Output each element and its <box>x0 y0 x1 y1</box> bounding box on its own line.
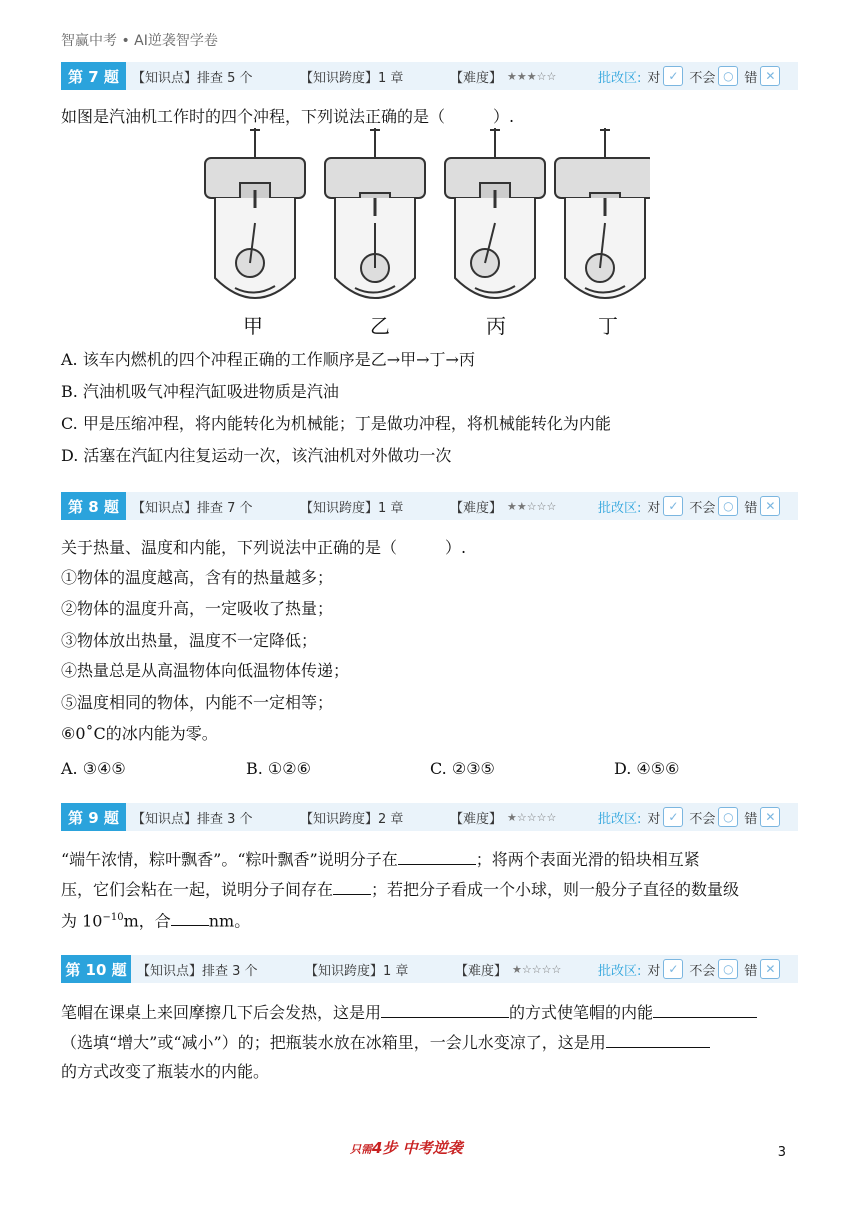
grade-unsure-label: 不会 <box>689 500 716 516</box>
difficulty-label: 【难度】 <box>450 70 503 86</box>
grade-unsure-label: 不会 <box>689 963 716 979</box>
option-c: C. 甲是压缩冲程，将内能转化为机械能；丁是做功冲程，将机械能转化为内能 <box>61 414 611 433</box>
grade-right-label: 对 <box>647 500 661 516</box>
knowledge-span: 【知识跨度】1 章 <box>300 70 404 86</box>
q9-text-2b: ；若把分子看成一个小球，则一般分子直径的数量级 <box>371 880 740 899</box>
q9-line-3 <box>61 907 250 932</box>
grade-wrong-box[interactable]: ✕ <box>760 496 780 516</box>
grade-right-box[interactable]: ✓ <box>663 807 683 827</box>
q9-text-3b: m，合 <box>123 911 171 931</box>
question-bar-9 <box>61 803 798 831</box>
q9-text-1b: ；将两个表面光滑的铅块相互紧 <box>475 850 700 869</box>
footer-logo-small: 只需 <box>350 1143 372 1156</box>
grade-unsure-label: 不会 <box>689 811 716 827</box>
difficulty-stars: ★★☆☆☆ <box>507 499 557 513</box>
option-d: D. 活塞在汽缸内往复运动一次，该汽油机对外做功一次 <box>61 446 452 465</box>
grading-label: 批改区: <box>598 500 642 516</box>
engine-strokes-figure <box>200 128 650 338</box>
page-number: 3 <box>777 1145 786 1160</box>
grade-wrong-label: 错 <box>744 963 758 979</box>
grading-area <box>598 807 786 827</box>
q9-text-2a: 压，它们会粘在一起，说明分子间存在 <box>61 880 334 899</box>
grade-right-label: 对 <box>647 963 661 979</box>
grade-unsure-label: 不会 <box>689 70 716 86</box>
question-number: 第 8 题 <box>61 492 126 520</box>
answer-blank-2[interactable] <box>333 877 371 895</box>
question-bar-8 <box>61 492 798 520</box>
figure-label-bing: 丙 <box>486 314 506 338</box>
grade-wrong-label: 错 <box>744 811 758 827</box>
answer-blank-3[interactable] <box>171 908 209 926</box>
knowledge-span: 【知识跨度】1 章 <box>300 500 404 516</box>
q10-line-3: 的方式改变了瓶装水的内能。 <box>61 1062 270 1081</box>
grade-right-box[interactable]: ✓ <box>663 496 683 516</box>
question-number: 第 7 题 <box>61 62 126 90</box>
q9-line-2 <box>61 877 739 901</box>
answer-blank-1[interactable] <box>398 847 476 865</box>
grade-unsure-box[interactable]: ○ <box>718 807 738 827</box>
statement-1: ①物体的温度越高，含有的热量越多； <box>61 568 334 587</box>
grade-right-box[interactable]: ✓ <box>663 959 683 979</box>
grading-area <box>598 496 786 516</box>
difficulty-label: 【难度】 <box>450 811 503 827</box>
grading-area <box>598 66 786 86</box>
question-stem: 关于热量、温度和内能，下列说法中正确的是（ ）. <box>61 538 467 557</box>
option-b: B. ①②⑥ <box>246 759 311 778</box>
statement-4: ④热量总是从高温物体向低温物体传递； <box>61 661 350 680</box>
question-number: 第 9 题 <box>61 803 126 831</box>
header-title: 智赢中考 • AI逆袭智学卷 <box>61 33 218 49</box>
statement-3: ③物体放出热量，温度不一定降低； <box>61 631 318 650</box>
q10-text-2a: （选填“增大”或“减小”）的；把瓶装水放在冰箱里，一会儿水变凉了，这是用 <box>61 1033 606 1052</box>
grading-label: 批改区: <box>598 963 642 979</box>
knowledge-span: 【知识跨度】1 章 <box>305 963 409 979</box>
knowledge-points: 【知识点】排查 3 个 <box>137 963 258 979</box>
q10-text-1b: 的方式使笔帽的内能 <box>509 1003 654 1022</box>
answer-blank-3[interactable] <box>606 1030 710 1048</box>
figure-label-ding: 丁 <box>598 314 618 338</box>
grade-wrong-label: 错 <box>744 70 758 86</box>
grade-wrong-box[interactable]: ✕ <box>760 959 780 979</box>
knowledge-points: 【知识点】排查 5 个 <box>132 70 253 86</box>
option-d: D. ④⑤⑥ <box>614 759 680 778</box>
difficulty-label: 【难度】 <box>450 500 503 516</box>
footer-logo-main: 4步 中考逆袭 <box>372 1139 463 1157</box>
answer-blank-1[interactable] <box>381 1000 509 1018</box>
q9-text-1a: “端午浓情，粽叶飘香”。“粽叶飘香”说明分子在 <box>61 850 398 869</box>
option-b: B. 汽油机吸气冲程汽缸吸进物质是汽油 <box>61 382 339 401</box>
grade-right-box[interactable]: ✓ <box>663 66 683 86</box>
question-bar-10 <box>61 955 798 983</box>
statement-5: ⑤温度相同的物体，内能不一定相等； <box>61 693 334 712</box>
difficulty-stars: ★☆☆☆☆ <box>507 810 557 824</box>
q10-text-1a: 笔帽在课桌上来回摩擦几下后会发热，这是用 <box>61 1003 382 1022</box>
grading-label: 批改区: <box>598 811 642 827</box>
grade-right-label: 对 <box>647 70 661 86</box>
footer-logo <box>350 1137 463 1158</box>
q10-line-1 <box>61 1000 757 1024</box>
question-stem: 如图是汽油机工作时的四个冲程，下列说法正确的是（ ）. <box>61 107 515 126</box>
q9-line-1 <box>61 847 700 871</box>
option-c: C. ②③⑤ <box>430 759 495 778</box>
figure-label-jia: 甲 <box>243 314 263 338</box>
option-a: A. 该车内燃机的四个冲程正确的工作顺序是乙→甲→丁→丙 <box>61 350 475 369</box>
option-a: A. ③④⑤ <box>61 759 126 778</box>
difficulty-stars: ★☆☆☆☆ <box>512 962 562 976</box>
answer-blank-2[interactable] <box>653 1000 757 1018</box>
q9-exponent: −10 <box>102 912 124 923</box>
statement-2: ②物体的温度升高，一定吸收了热量； <box>61 599 334 618</box>
grade-wrong-box[interactable]: ✕ <box>760 66 780 86</box>
knowledge-points: 【知识点】排查 3 个 <box>132 811 253 827</box>
grade-wrong-box[interactable]: ✕ <box>760 807 780 827</box>
grading-label: 批改区: <box>598 70 642 86</box>
q10-line-2 <box>61 1030 710 1054</box>
grade-right-label: 对 <box>647 811 661 827</box>
grade-unsure-box[interactable]: ○ <box>718 496 738 516</box>
knowledge-points: 【知识点】排查 7 个 <box>132 500 253 516</box>
statement-6: ⑥0˚C的冰内能为零。 <box>61 724 218 743</box>
grading-area <box>598 959 786 979</box>
grade-unsure-box[interactable]: ○ <box>718 66 738 86</box>
question-number: 第 10 题 <box>61 955 131 983</box>
grade-wrong-label: 错 <box>744 500 758 516</box>
figure-label-yi: 乙 <box>370 314 390 338</box>
knowledge-span: 【知识跨度】2 章 <box>300 811 404 827</box>
q9-text-3a: 为 10 <box>61 911 103 931</box>
difficulty-stars: ★★★☆☆ <box>507 69 557 83</box>
grade-unsure-box[interactable]: ○ <box>718 959 738 979</box>
question-bar-7 <box>61 62 798 90</box>
q9-text-3c: nm。 <box>208 911 251 931</box>
difficulty-label: 【难度】 <box>455 963 508 979</box>
